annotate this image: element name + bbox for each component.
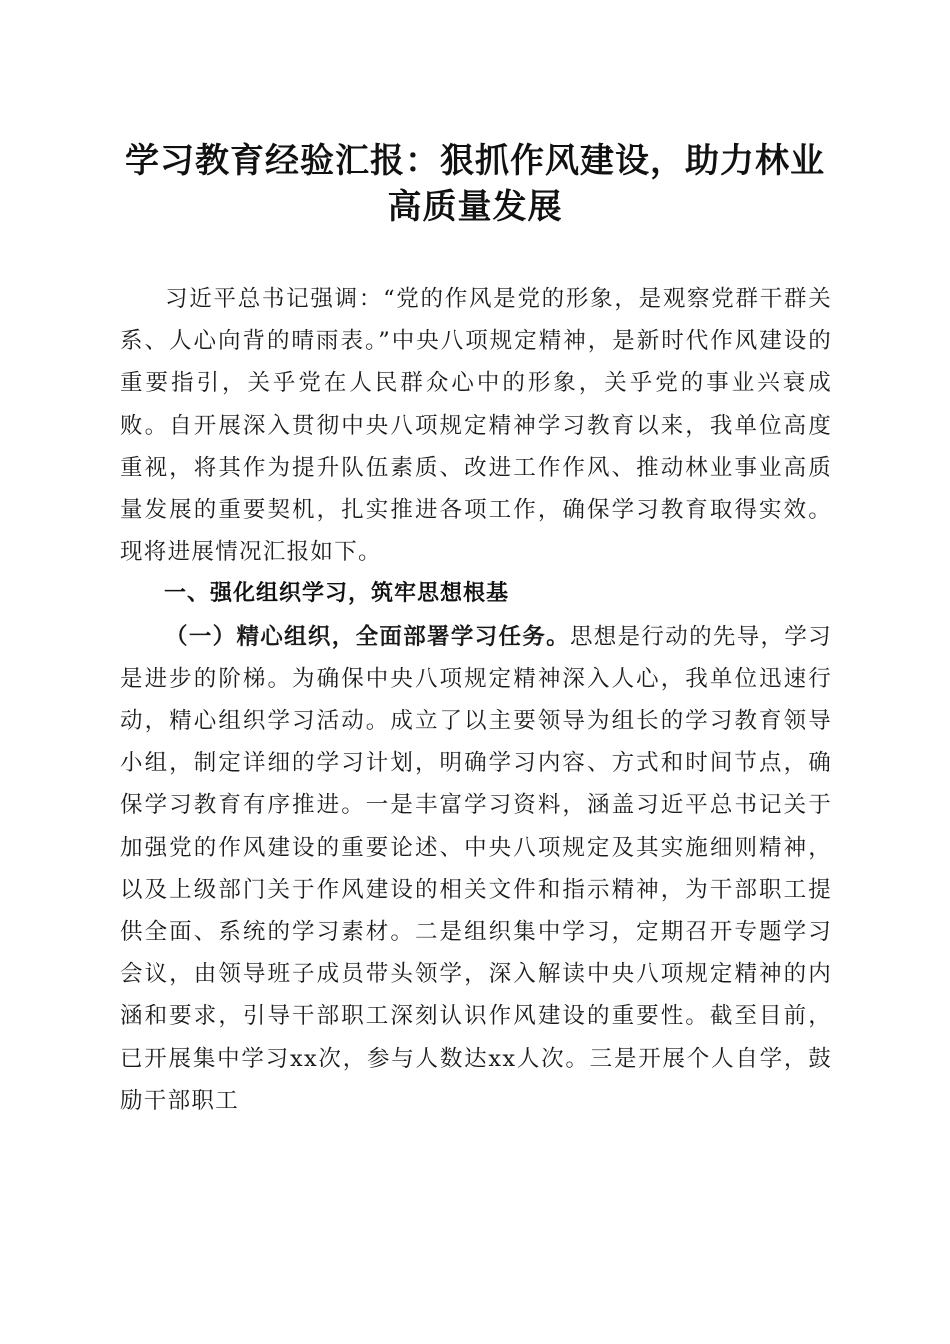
section-heading-1: 一、强化组织学习，筑牢思想根基 [164,581,510,607]
document-title [110,138,840,230]
intro-paragraph: 习近平总书记强调：“党的作风是党的形象，是观察党群干群关系、人心向背的晴雨表。”中央八项规定精神，是新时代作风建设的重要指引，关乎党在人民群众心中的形象，关乎党的事业兴衰成败。自开展深入贯彻中央八项规定精神学习教育以来，我单位高度重视，将其作为提升队伍素质、改进工作作风、推动林业事业高质量发展的重要契机，扎实推进各项工作，确保学习教育取得实效。现将进展情况汇报如下。 [120,286,832,566]
subsection-heading-1: （一）精心组织，全面部署学习任务。 [165,623,570,650]
document-body [120,278,832,1122]
title-line-2: 高质量发展 [387,187,563,227]
title-line-1: 学习教育经验汇报：狠抓作风建设，助力林业 [125,141,825,181]
subsection-paragraph-1 [120,616,832,1122]
subsection-body-1: 思想是行动的先导，学习是进步的阶梯。为确保中央八项规定精神深入人心，我单位迅速行动，精心组织学习活动。成立了以主要领导为组长的学习教育领导小组，制定详细的学习计划，明确学习内容、方式和时间节点，确保学习教育有序推进。一是丰富学习资料，涵盖习近平总书记关于加强党的作风建设的重要论述、中央八项规定及其实施细则精神，以及上级部门关于作风建设的相关文件和指示精神，为干部职工提供全面、系统的学习素材。二是组织集中学习，定期召开专题学习会议，由领导班子成员带头领学，深入解读中央八项规定精神的内涵和要求，引导干部职工深刻认识作风建设的重要性。截至目前，已开展集中学习xx次，参与人数达xx人次。三是开展个人自学，鼓励干部职工 [120,623,832,1114]
